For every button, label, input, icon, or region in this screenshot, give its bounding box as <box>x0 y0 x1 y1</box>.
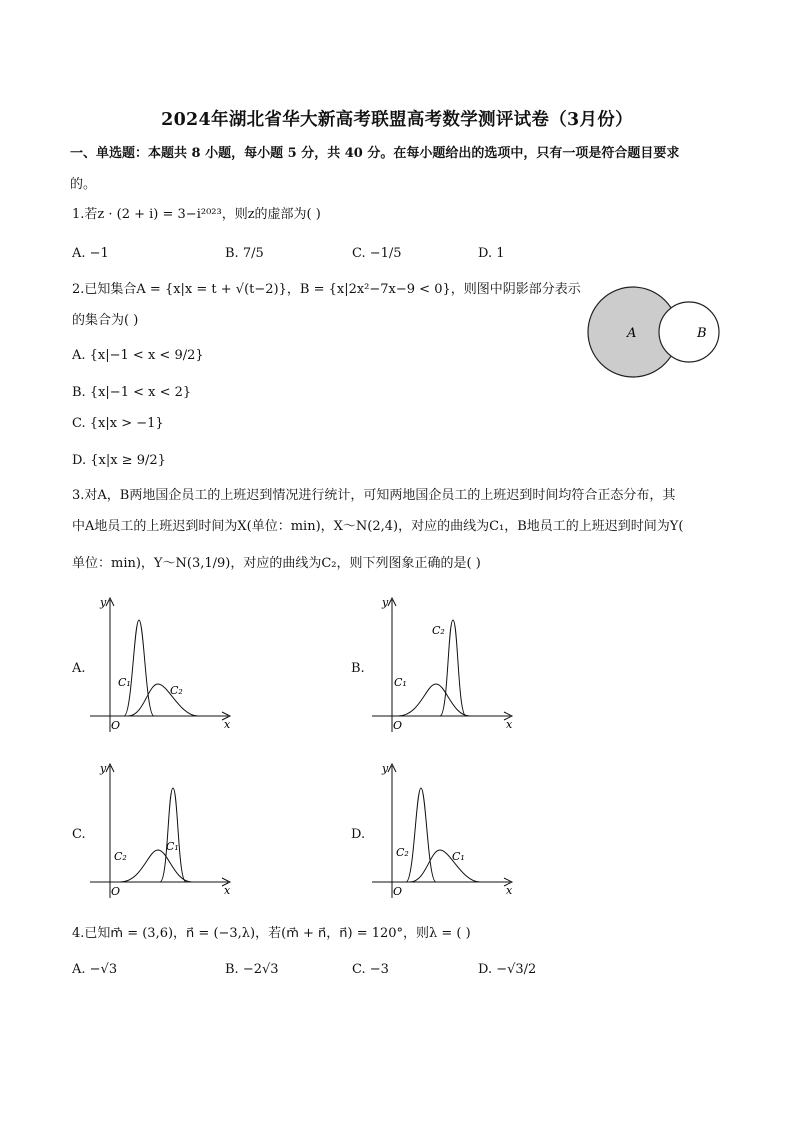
q1-option-c: C. −1/5 <box>352 246 402 261</box>
q4-option-d: D. −√3/2 <box>478 962 537 977</box>
q3-graph-c <box>88 760 238 905</box>
svg-text:O: O <box>393 719 403 732</box>
q4-option-a: A. −√3 <box>72 962 118 977</box>
q3-graph-b <box>370 592 520 737</box>
q3-stem-cont1: 中A地员工的上班迟到时间为X(单位：min)，X～N(2,4)，对应的曲线为C₁，B地员工的上班迟到时间为Y( <box>72 519 684 534</box>
q1-option-b: B. 7/5 <box>225 246 264 261</box>
curve-label-c1: C₁ <box>394 676 407 689</box>
svg-text:O: O <box>111 885 121 898</box>
q3-option-c-letter: C. <box>72 827 86 842</box>
page-title: 2024年湖北省华大新高考联盟高考数学测评试卷（3月份） <box>161 110 633 130</box>
svg-text:y: y <box>382 596 389 609</box>
section-heading: 一、单选题：本题共 8 小题，每小题 5 分，共 40 分。在每小题给出的选项中，只有一项是符合题目要求 <box>70 146 680 161</box>
svg-text:x: x <box>506 884 513 897</box>
q3-stem-cont2: 单位：min)，Y～N(3,1/9)，对应的曲线为C₂，则下列图象正确的是( ) <box>72 556 481 571</box>
q2-stem: 2.已知集合A = {x|x = t + √(t−2)}，B = {x|2x²−7x−9 < 0}，则图中阴影部分表示 <box>72 282 581 297</box>
svg-text:y: y <box>100 596 107 609</box>
q2-option-a: A. {x|−1 < x < 9/2} <box>72 348 204 363</box>
q2-option-b: B. {x|−1 < x < 2} <box>72 385 192 400</box>
curve-label-c1: C₁ <box>452 850 465 863</box>
venn-label-a: A <box>627 326 637 341</box>
q4-option-b: B. −2√3 <box>225 962 279 977</box>
svg-text:x: x <box>506 718 513 731</box>
curve-c1 <box>124 620 154 716</box>
q2-option-c: C. {x|x > −1} <box>72 416 164 431</box>
q2-stem-cont: 的集合为( ) <box>72 313 139 328</box>
svg-text:O: O <box>111 719 121 732</box>
curve-c1 <box>398 684 470 716</box>
venn-diagram <box>585 282 725 382</box>
venn-set-b <box>659 302 719 362</box>
q2-option-d: D. {x|x ≥ 9/2} <box>72 453 166 468</box>
svg-text:O: O <box>393 885 403 898</box>
curve-c2 <box>406 788 436 882</box>
q1-option-a: A. −1 <box>72 246 109 261</box>
q3-option-a-letter: A. <box>72 661 86 676</box>
svg-text:y: y <box>382 762 389 775</box>
curve-label-c2: C₂ <box>114 850 127 863</box>
q4-option-c: C. −3 <box>352 962 389 977</box>
svg-text:y: y <box>100 762 107 775</box>
curve-c2 <box>128 684 198 716</box>
svg-text:x: x <box>224 718 231 731</box>
q4-stem: 4.已知m⃗ = (3,6)，n⃗ = (−3,λ)，若(m⃗ + n⃗，n⃗) = 120°，则λ = ( ) <box>72 926 471 941</box>
q3-stem: 3.对A，B两地国企员工的上班迟到情况进行统计，可知两地国企员工的上班迟到时间均符合正态分布，其 <box>72 488 676 503</box>
q3-graph-a <box>88 592 238 737</box>
section-heading-cont: 的。 <box>70 177 97 192</box>
svg-text:x: x <box>224 884 231 897</box>
venn-label-b: B <box>697 326 707 341</box>
q1-stem: 1.若z · (2 + i) = 3−i²⁰²³，则z的虚部为( ) <box>72 207 321 222</box>
q3-option-d-letter: D. <box>351 827 366 842</box>
curve-label-c2: C₂ <box>170 684 183 697</box>
q3-option-b-letter: B. <box>351 661 365 676</box>
curve-label-c2: C₂ <box>396 846 409 859</box>
q1-option-d: D. 1 <box>478 246 505 261</box>
q3-graph-d <box>370 760 520 905</box>
curve-label-c1: C₁ <box>166 840 179 853</box>
curve-label-c2: C₂ <box>432 624 445 637</box>
curve-label-c1: C₁ <box>118 676 131 689</box>
curve-c1 <box>410 850 480 882</box>
